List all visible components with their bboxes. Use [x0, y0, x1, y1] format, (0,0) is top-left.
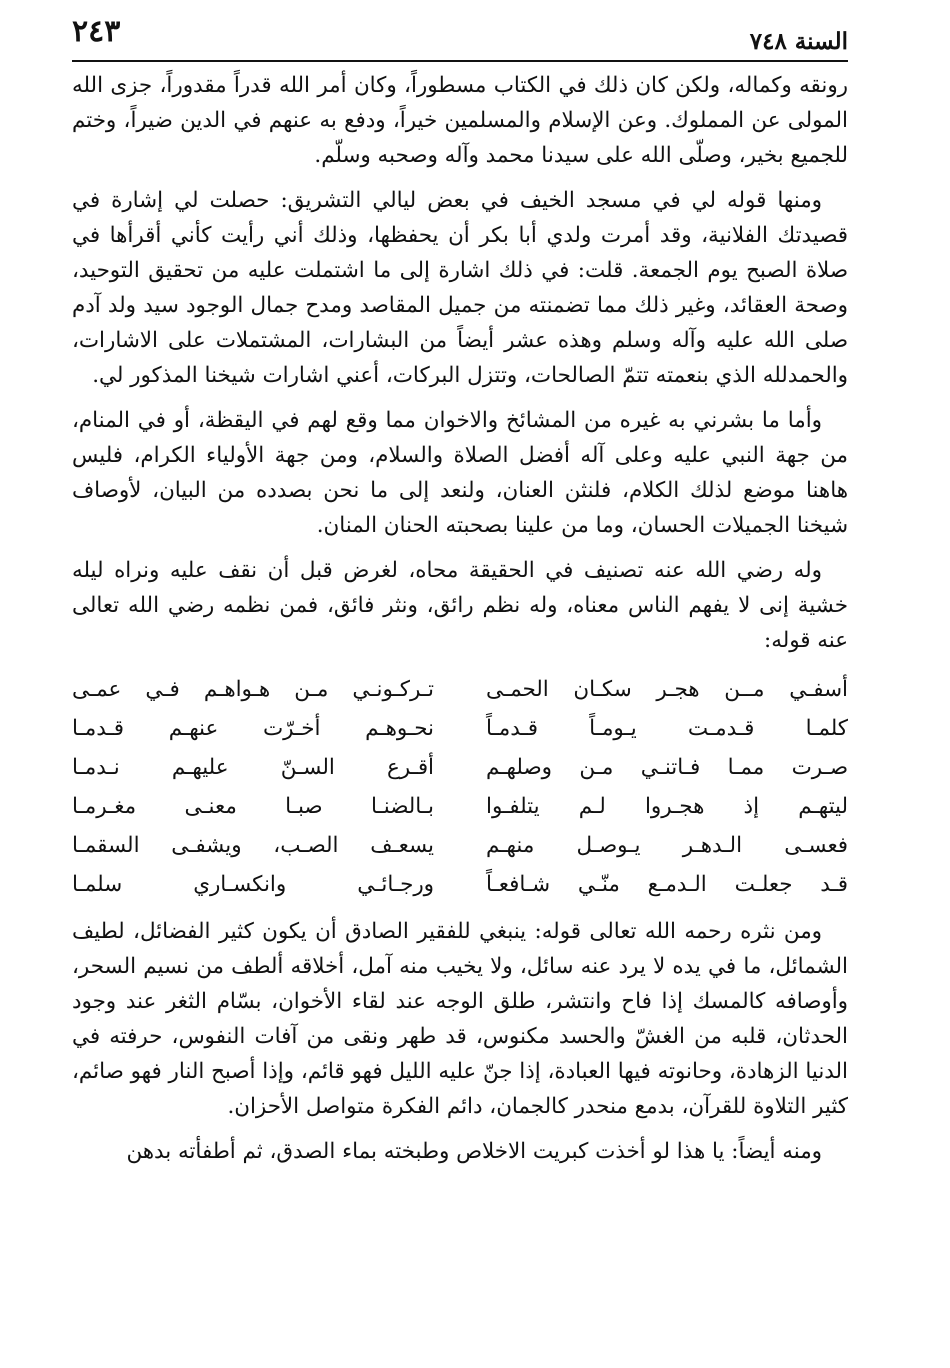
- verse-first-hemistich: صـرت ممـا فـاتنـي مـن وصلهـم: [486, 755, 848, 780]
- running-head-year: السنة ٧٤٨: [749, 28, 848, 55]
- verse-first-hemistich: أسفـي مــن هجـر سكـان الحمـى: [486, 677, 848, 702]
- page-body: [72, 68, 848, 1169]
- verse-second-hemistich: ورجـائـي وانكسـاري سلمـا: [72, 872, 434, 897]
- verse-first-hemistich: فعسـى الـدهـر يـوصـل منهـم: [486, 833, 848, 858]
- verse-first-hemistich: كلمـا قـدمـت يـومـاً قـدمـاً: [486, 716, 848, 741]
- verse-second-hemistich: يسعـف الصـب، ويشفـى السقمـا: [72, 833, 434, 858]
- poem-verse: [72, 865, 848, 904]
- verse-first-hemistich: ليتهـم إذ هجـروا لـم يتلفـوا: [486, 794, 848, 819]
- verse-second-hemistich: أقـرع السـنّ عليهـم نـدمـا: [72, 755, 434, 780]
- paragraph-khayf-mosque: ومنها قوله لي في مسجد الخيف في بعض ليالي التشريق: حصلت لي إشارة في قصيدتك الفلانية، وقد أمرت ولدي أبا بكر أن يحفظها، وذلك أني رأيت كأني أقرأها في صلاة الصبح يوم الجمعة. قلت: في ذلك اشارة إلى ما اشتملت عليه من تحقيق التوحيد، وصحة العقائد، وغير ذلك مما تضمنته من جميل المقاصد ومدح جمال الوجود سيد ولد آدم صلى الله عليه وآله وسلم وهذه عشر أيضاً من البشارات، المشتملات على الاشارات، والحمدلله الذي بنعمته تتمّ الصالحات، وتتزل البركات، أعني اشارات شيخنا المذكور لي.: [72, 188, 848, 388]
- page-header: [72, 14, 848, 62]
- paragraph-prose-sayings: ومن نثره رحمه الله تعالى قوله: ينبغي للفقير الصادق أن يكون كثير الفضائل، لطيف الشمائل، ما في يده لا يرد عنه سائل، ولا يخيب منه آمل، أخلاقه ألطف من نسيم السحر، وأوصافه كالمسك إذا فاح وانتشر، طلق الوجه عند لقاء الأخوان، بسّام الثغر عند وجود الحدثان، قلبه من الغشّ والحسد مكنوس، قد طهر ونقى من آفات النفوس، حرفته في الدنيا الزهادة، وحانوته فيها العبادة، إذا جنّ عليه الليل فهو قائم، وإذا أصبح النار فهو صائم، كثير التلاوة للقرآن، بدمع منحدر كالجمان، دائم الفكرة متواصل الأحزان.: [72, 919, 848, 1119]
- paragraph-final: ومنه أيضاً: يا هذا لو أخذت كبريت الاخلاص وطبخته بماء الصدق، ثم أطفأته بدهن: [126, 1139, 822, 1164]
- poem: [72, 670, 848, 904]
- verse-second-hemistich: تـركـونـي مـن هـواهـم فـي عمـى: [72, 677, 434, 702]
- verse-second-hemistich: نحـوهـم أخـرّت عنهـم قـدمـا: [72, 716, 434, 741]
- poem-verse: [72, 748, 848, 787]
- paragraph-continuation: رونقه وكماله، ولكن كان ذلك في الكتاب مسطوراً، وكان أمر الله قدراً مقدوراً، جزى الله المولى عن المملوك. وعن الإسلام والمسلمين خيراً، ودفع به عنهم في الدين ضيراً، وختم للجميع بخير، وصلّى الله على سيدنا محمد وآله وصحبه وسلّم.: [72, 73, 848, 168]
- page-number: ٢٤٣: [72, 14, 121, 49]
- poem-verse: [72, 826, 848, 865]
- poem-verse: [72, 787, 848, 826]
- poem-verse: [72, 709, 848, 748]
- poem-verse: [72, 670, 848, 709]
- verse-second-hemistich: بـالضنـا صبـا معنـى مغـرمـا: [72, 794, 434, 819]
- paragraph-glad-tidings: وأما ما بشرني به غيره من المشائخ والاخوان مما وقع لهم في اليقظة، أو في المنام، من جهة النبي عليه وعلى آله أفضل الصلاة والسلام، ومن جهة الأولياء الكرام، فليس هاهنا موضع لذلك الكلام، فلنثن العنان، ولنعد إلى ما نحن بصدده من البيان، لأوصاف شيخنا الجميلات الحسان، وما من علينا بصحبته الحنان المنان.: [72, 408, 848, 538]
- paragraph-poetry-intro: وله رضي الله عنه تصنيف في الحقيقة محاه، لغرض قبل أن نقف عليه ونراه ليله خشية إنى لا يفهم الناس معناه، وله نظم رائق، ونثر فائق، فمن نظمه رضي الله تعالى عنه قوله:: [72, 558, 848, 653]
- verse-first-hemistich: قـد جعلـت الـدمـع منّـي شـافعـاً: [486, 872, 848, 897]
